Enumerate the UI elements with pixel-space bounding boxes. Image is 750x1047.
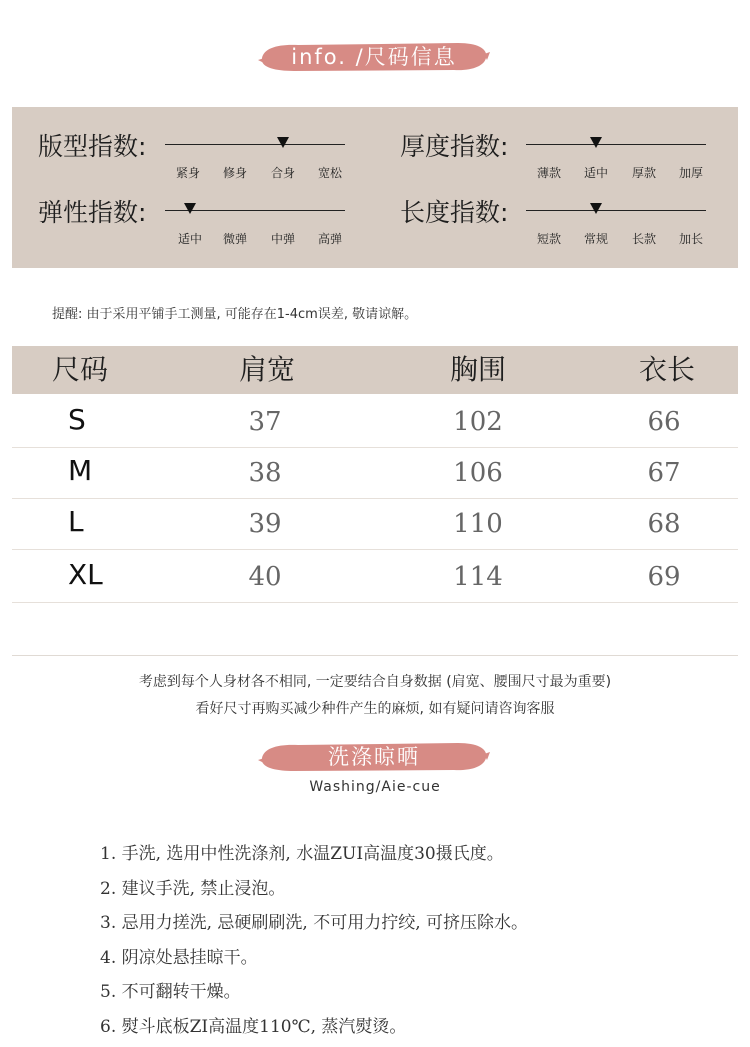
chest-cell: 102 bbox=[453, 407, 503, 437]
shoulder-cell: 38 bbox=[248, 458, 281, 488]
measurement-note: 提醒: 由于采用平铺手工测量, 可能存在1-4cm误差, 敬请谅解。 bbox=[52, 303, 417, 322]
table-row bbox=[12, 550, 738, 603]
chest-cell: 114 bbox=[453, 562, 503, 592]
list-item: 1. 手洗, 选用中性洗涤剂, 水温ZUI高温度30摄氏度。 bbox=[100, 840, 528, 875]
thickness-tick-4: 加厚 bbox=[679, 164, 703, 181]
length-index-marker bbox=[590, 203, 602, 214]
elasticity-tick-4: 高弹 bbox=[318, 230, 342, 247]
table-row bbox=[12, 497, 738, 550]
table-row bbox=[12, 395, 738, 448]
washing-subtitle: Washing/Aie-cue bbox=[0, 779, 750, 795]
size-cell: S bbox=[68, 403, 86, 436]
list-item: 2. 建议手洗, 禁止浸泡。 bbox=[100, 875, 528, 910]
thickness-index-scale bbox=[526, 144, 706, 184]
thickness-index-marker bbox=[590, 137, 602, 148]
elasticity-index-scale bbox=[165, 210, 345, 250]
length-tick-2: 常规 bbox=[584, 230, 608, 247]
size-info-heading bbox=[258, 40, 490, 74]
header-shoulder: 肩宽 bbox=[239, 346, 295, 394]
elasticity-tick-1: 适中 bbox=[178, 230, 202, 247]
length-index-scale bbox=[526, 210, 706, 250]
header-length: 衣长 bbox=[639, 346, 695, 394]
scale-line bbox=[526, 144, 706, 145]
scale-line bbox=[526, 210, 706, 211]
length-cell: 67 bbox=[647, 458, 680, 488]
thickness-index-label: 厚度指数: bbox=[400, 127, 508, 163]
fit-tick-1: 紧身 bbox=[176, 164, 200, 181]
thickness-tick-1: 薄款 bbox=[537, 164, 561, 181]
fit-tick-3: 合身 bbox=[271, 164, 295, 181]
length-tick-3: 长款 bbox=[632, 230, 656, 247]
washing-heading bbox=[258, 740, 490, 774]
size-cell: M bbox=[68, 454, 92, 487]
size-info-title: info. /尺码信息 bbox=[258, 40, 490, 74]
section-divider bbox=[12, 655, 738, 656]
thickness-tick-2: 适中 bbox=[584, 164, 608, 181]
length-tick-1: 短款 bbox=[537, 230, 561, 247]
elasticity-index-marker bbox=[184, 203, 196, 214]
list-item: 5. 不可翻转干燥。 bbox=[100, 978, 528, 1013]
chest-cell: 110 bbox=[453, 509, 503, 539]
fit-index-scale bbox=[165, 144, 345, 184]
fit-index-panel bbox=[12, 107, 738, 268]
thickness-tick-3: 厚款 bbox=[632, 164, 656, 181]
advice-line-1: 考虑到每个人身材各不相同, 一定要结合自身数据 (肩宽、腰围尺寸最为重要) bbox=[0, 671, 750, 691]
table-row bbox=[12, 446, 738, 499]
elasticity-tick-2: 微弹 bbox=[223, 230, 247, 247]
length-cell: 68 bbox=[647, 509, 680, 539]
washing-title: 洗涤晾晒 bbox=[258, 740, 490, 774]
elasticity-tick-3: 中弹 bbox=[271, 230, 295, 247]
shoulder-cell: 40 bbox=[248, 562, 281, 592]
length-cell: 66 bbox=[647, 407, 680, 437]
fit-index-marker bbox=[277, 137, 289, 148]
length-tick-4: 加长 bbox=[679, 230, 703, 247]
size-cell: L bbox=[68, 505, 84, 538]
size-cell: XL bbox=[68, 558, 103, 591]
length-cell: 69 bbox=[647, 562, 680, 592]
fit-tick-4: 宽松 bbox=[318, 164, 342, 181]
list-item: 3. 忌用力搓洗, 忌硬刷刷洗, 不可用力拧绞, 可挤压除水。 bbox=[100, 909, 528, 944]
header-chest: 胸围 bbox=[450, 346, 506, 394]
list-item: 6. 熨斗底板ZI高温度110℃, 蒸汽熨烫。 bbox=[100, 1013, 528, 1047]
header-size: 尺码 bbox=[52, 346, 108, 394]
list-item: 4. 阴凉处悬挂晾干。 bbox=[100, 944, 528, 979]
elasticity-index-label: 弹性指数: bbox=[38, 193, 146, 229]
fit-tick-2: 修身 bbox=[223, 164, 247, 181]
scale-line bbox=[165, 144, 345, 145]
shoulder-cell: 39 bbox=[248, 509, 281, 539]
chest-cell: 106 bbox=[453, 458, 503, 488]
size-table-header bbox=[12, 346, 738, 394]
fit-index-label: 版型指数: bbox=[38, 127, 146, 163]
length-index-label: 长度指数: bbox=[400, 193, 508, 229]
washing-instructions bbox=[100, 840, 528, 1047]
shoulder-cell: 37 bbox=[248, 407, 281, 437]
advice-line-2: 看好尺寸再购买减少种件产生的麻烦, 如有疑问请咨询客服 bbox=[0, 698, 750, 718]
